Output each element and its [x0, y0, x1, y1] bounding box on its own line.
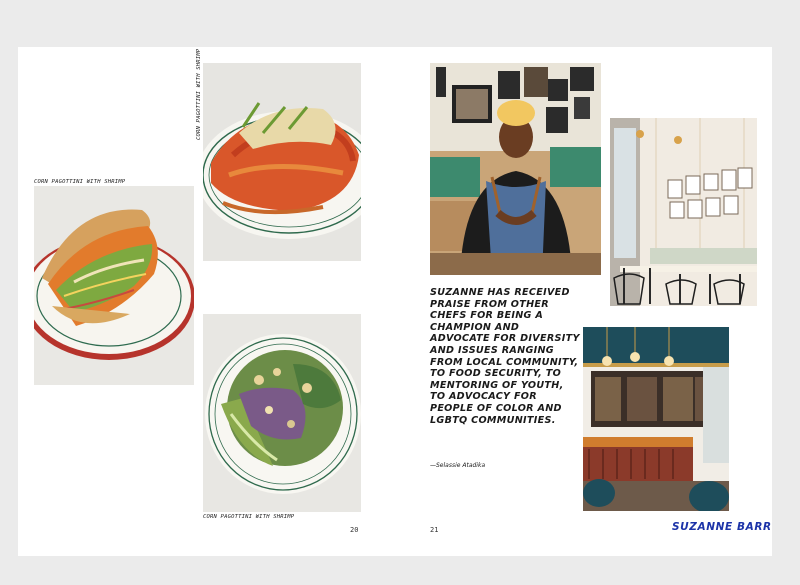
dining-room-photo [610, 118, 757, 306]
chef-name: SUZANNE BARR [672, 521, 772, 533]
shrimp-caption: CORN PAGOTTINI WITH SHRIMP [196, 48, 202, 140]
sandwich-caption: CORN PAGOTTINI WITH SHRIMP [34, 179, 126, 185]
salad-caption: CORN PAGOTTINI WITH SHRIMP [203, 514, 295, 520]
chef-portrait-photo [430, 63, 601, 275]
shrimp-photo [203, 63, 361, 261]
bar-photo [583, 327, 729, 511]
quote-attribution: —Selassie Atadika [430, 462, 486, 469]
sandwich-photo [34, 186, 194, 385]
pull-quote: SUZANNE HAS RECEIVED PRAISE FROM OTHER CHEFS FOR BEING A CHAMPION AND ADVOCATE FOR DIVERSITY AND ISSUES RANGING FROM LOCAL COMMUNITY, TO FOOD SECURITY, TO MENTORING OF YOUTH, TO ADVOCACY FOR PEOPLE OF COLOR AND LGBTQ COMMUNITIES. [430, 287, 580, 426]
salad-photo [203, 314, 361, 512]
page-number-left: 20 [350, 526, 359, 534]
page-number-right: 21 [430, 526, 439, 534]
